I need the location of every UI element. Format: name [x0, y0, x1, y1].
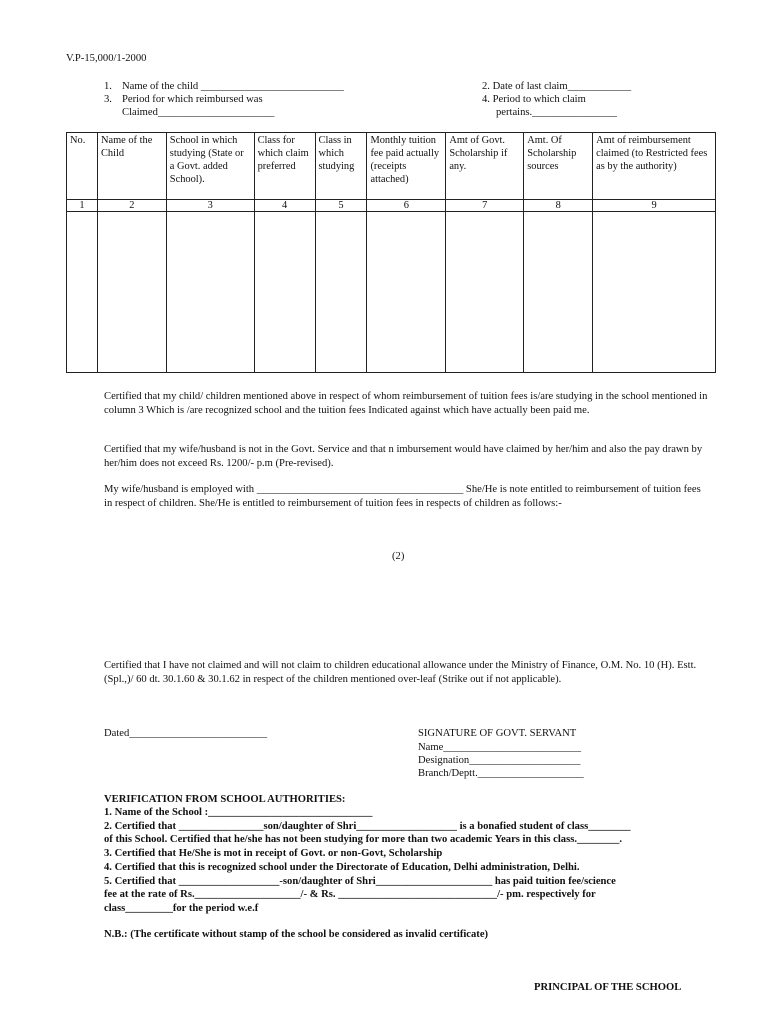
- certification-paragraph-1: Certified that my child/ children mentioned above in respect of whom reimbursement of tuition fees is/are studying in the school mentioned in column 3 Which is /are recognized school and the tuition fees Indicated against which have actually been paid me.: [104, 391, 708, 416]
- period-reimbursed-label: Period for which reimbursed was: [122, 94, 263, 105]
- column-number: 6: [367, 200, 446, 212]
- table-cell[interactable]: [446, 212, 524, 373]
- table-header-row: [67, 133, 716, 200]
- column-header: Class in which studying: [315, 133, 367, 200]
- certification-paragraph-4: Certified that I have not claimed and will not claim to children educational allowance under the Ministry of Finance, O.M. No. 10 (H). Estt. (Spl.,)/ 60 dt. 30.1.60 & 30.1.62 in respect of the children mentioned over-leaf (Strike out if not applicable).: [104, 660, 697, 685]
- field-number: 3.: [104, 94, 112, 105]
- name-field[interactable]: Name__________________________: [418, 742, 582, 753]
- list-item[interactable]: of this School. Certified that he/she has not been studying for more than two academic Years in this class.________.: [104, 834, 623, 845]
- form-reference: V.P-15,000/1-2000: [66, 53, 147, 64]
- column-number: 3: [166, 200, 254, 212]
- name-of-child-field[interactable]: Name of the child ___________________________: [122, 81, 344, 92]
- table-cell[interactable]: [166, 212, 254, 373]
- table-cell[interactable]: [367, 212, 446, 373]
- column-header: Amt. Of Scholarship sources: [524, 133, 593, 200]
- column-number-row: [67, 200, 716, 212]
- table-cell[interactable]: [254, 212, 315, 373]
- column-header: Class for which claim preferred: [254, 133, 315, 200]
- employment-paragraph: My wife/husband is employed with _______________________________________ She/He is note entitled to reimbursement of tuition fees in respect of children. She/He is entitled to reimbursement of tuition fees in respects of children as follows:-: [104, 484, 701, 509]
- date-of-last-claim-field[interactable]: 2. Date of last claim____________: [482, 81, 632, 92]
- column-number: 9: [593, 200, 716, 212]
- column-number: 8: [524, 200, 593, 212]
- list-item[interactable]: 2. Certified that ________________son/daughter of Shri___________________ is a bonafied student of class________: [104, 821, 631, 832]
- column-header: No.: [67, 133, 98, 200]
- period-claim-field[interactable]: pertains.________________: [496, 107, 617, 118]
- list-item[interactable]: 1. Name of the School :_______________________________: [104, 807, 373, 818]
- certification-paragraph-2: Certified that my wife/husband is not in the Govt. Service and that n imbursement would have claimed by her/him and also the pay drawn by her/him does not exceed Rs. 1200/- p.m (Pre-revised).: [104, 444, 703, 469]
- table-cell[interactable]: [97, 212, 166, 373]
- column-header: Name of the Child: [97, 133, 166, 200]
- table-cell[interactable]: [593, 212, 716, 373]
- column-header: Amt of reimbursement claimed (to Restricted fees as by the authority): [593, 133, 716, 200]
- table-cell[interactable]: [67, 212, 98, 373]
- table-entry-row[interactable]: [67, 212, 716, 373]
- field-number: 1.: [104, 81, 112, 92]
- page-number: (2): [392, 551, 405, 562]
- branch-field[interactable]: Branch/Deptt.____________________: [418, 768, 584, 779]
- verification-heading: VERIFICATION FROM SCHOOL AUTHORITIES:: [104, 794, 346, 805]
- list-item[interactable]: fee at the rate of Rs.____________________/- & Rs. ______________________________/- pm. respectively for: [104, 889, 596, 900]
- claim-table: [66, 132, 716, 373]
- period-reimbursed-field[interactable]: Claimed______________________: [122, 107, 275, 118]
- table-cell[interactable]: [524, 212, 593, 373]
- nb-note: N.B.: (The certificate without stamp of the school be considered as invalid certificate): [104, 929, 489, 940]
- column-number: 7: [446, 200, 524, 212]
- dated-field[interactable]: Dated__________________________: [104, 728, 268, 739]
- list-item[interactable]: class_________for the period w.e.f: [104, 903, 259, 914]
- designation-field[interactable]: Designation_____________________: [418, 755, 581, 766]
- column-number: 1: [67, 200, 98, 212]
- period-claim-label: 4. Period to which claim: [482, 94, 586, 105]
- column-number: 4: [254, 200, 315, 212]
- table-cell[interactable]: [315, 212, 367, 373]
- column-header: Amt of Govt. Scholarship if any.: [446, 133, 524, 200]
- column-header: School in which studying (State or a Govt. added School).: [166, 133, 254, 200]
- list-item: 4. Certified that this is recognized school under the Directorate of Education, Delhi administration, Delhi.: [104, 862, 580, 873]
- column-number: 2: [97, 200, 166, 212]
- column-header: Monthly tuition fee paid actually (receipts attached): [367, 133, 446, 200]
- list-item: 3. Certified that He/She is mot in receipt of Govt. or non-Govt, Scholarship: [104, 848, 443, 859]
- signature-title: SIGNATURE OF GOVT. SERVANT: [418, 728, 577, 739]
- principal-signature: PRINCIPAL OF THE SCHOOL: [534, 982, 682, 993]
- list-item[interactable]: 5. Certified that ___________________-son/daughter of Shri______________________ has paid tuition fee/science: [104, 876, 616, 887]
- column-number: 5: [315, 200, 367, 212]
